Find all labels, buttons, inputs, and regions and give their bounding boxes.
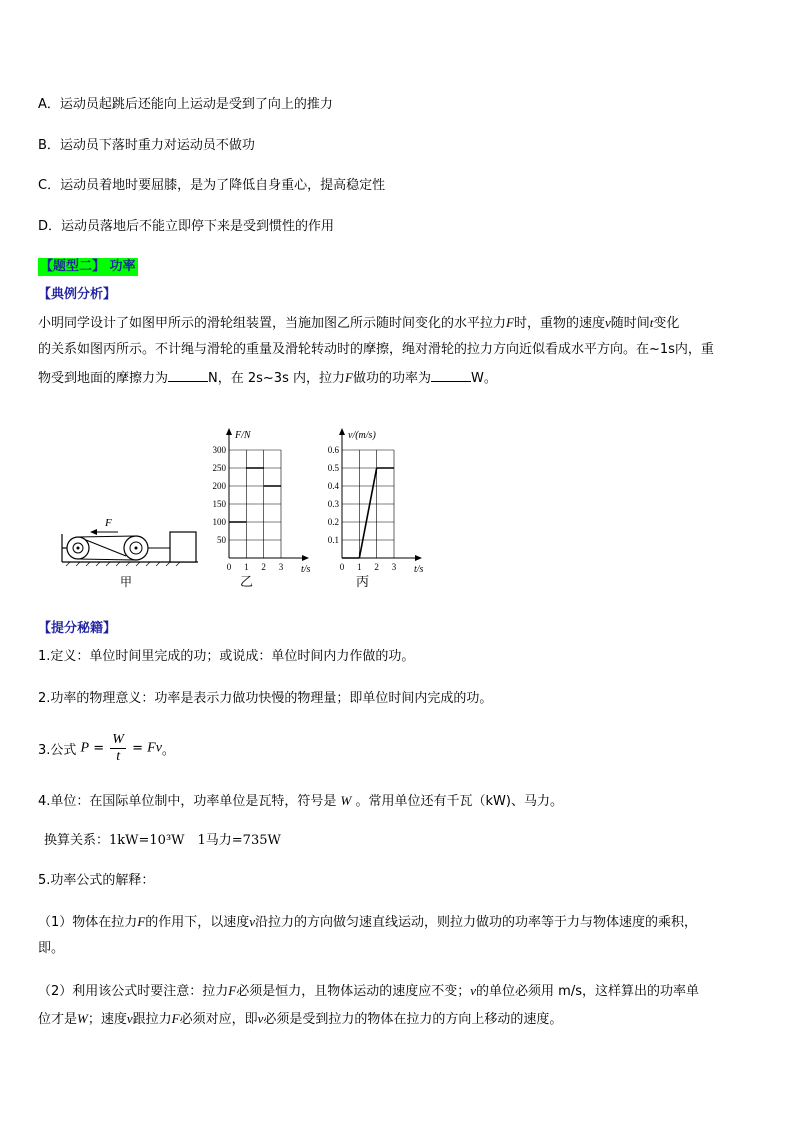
chart-velocity-time xyxy=(318,420,443,595)
example-line-2: 的关系如图丙所示。不计绳与滑轮的重量及滑轮转动时的摩擦，绳对滑轮的拉力方向近似看成水平方向。在~1s内，重 xyxy=(38,342,714,357)
velocity-chart-x-axis-label: t/s xyxy=(414,564,424,575)
power-formula: 3.公式 P = $\frac{W}{t}$ = Fv。 xyxy=(38,732,175,764)
velocity-chart-y-tick-label: 0.1 xyxy=(327,535,339,545)
force-chart-y-tick-label: 150 xyxy=(212,499,226,509)
force-chart-x-tick-label: 2 xyxy=(261,562,266,572)
force-chart-y-tick-label: 300 xyxy=(212,445,226,455)
velocity-chart-x-tick-label: 1 xyxy=(357,562,362,572)
velocity-chart-x-tick-label: 0 xyxy=(339,562,345,572)
force-chart-x-arrow xyxy=(302,555,309,561)
velocity-chart-y-arrow xyxy=(339,428,345,435)
pulley-figure xyxy=(58,510,208,590)
example-line-3: 物受到地面的摩擦力为 N，在 2s~3s 内，拉力F做功的功率为 W。 xyxy=(38,370,497,386)
force-chart-y-arrow xyxy=(226,428,232,435)
force-chart-y-axis-label: F/N xyxy=(235,430,251,441)
option-a: A．运动员起跳后还能向上运动是受到了向上的推力 xyxy=(38,97,333,112)
velocity-chart-y-tick-label: 0.3 xyxy=(327,499,339,509)
force-chart-y-tick-label: 250 xyxy=(212,463,226,473)
option-b: B．运动员下落时重力对运动员不做功 xyxy=(38,138,255,153)
movable-pulley xyxy=(124,536,148,560)
tips-p6: 5.功率公式的解释： xyxy=(38,873,155,888)
velocity-chart-x-tick-label: 2 xyxy=(374,562,379,572)
velocity-chart-x-arrow xyxy=(415,555,422,561)
power-fraction: $\frac{W}{t}$ xyxy=(112,732,124,764)
tips-heading: 【提分秘籍】 xyxy=(38,621,117,636)
force-chart-x-tick-label: 1 xyxy=(244,562,249,572)
velocity-chart-y-tick-label: 0.5 xyxy=(327,463,339,473)
force-chart-x-axis-label: t/s xyxy=(301,564,311,575)
figure-label-bing: 丙 xyxy=(356,575,370,590)
tips-p4: 4.单位：在国际单位制中，功率单位是瓦特，符号是 W 。常用单位还有千瓦（kW)、马力。 xyxy=(38,793,563,809)
force-chart-y-tick-label: 100 xyxy=(212,517,226,527)
force-chart-x-tick-label: 3 xyxy=(278,562,284,572)
force-chart-y-tick-label: 50 xyxy=(217,535,226,545)
tips-p7-line2: 即。 xyxy=(38,941,65,956)
tips-p7-line1: （1）物体在拉力F的作用下，以速度v沿拉力的方向做匀速直线运动，则拉力做功的功率等于力与物体速度的乘积， xyxy=(38,914,698,930)
example-heading: 【典例分析】 xyxy=(38,287,117,302)
velocity-chart-y-tick-label: 0.2 xyxy=(327,517,339,527)
chart-force-time xyxy=(205,420,330,595)
figure-label-yi: 乙 xyxy=(240,575,254,590)
velocity-chart-y-axis-label: v/(m/s) xyxy=(348,430,376,441)
figure-label-jia: 甲 xyxy=(120,575,133,589)
example-line-1: 小明同学设计了如图甲所示的滑轮组装置，当施加图乙所示随时间变化的水平拉力F时，重物的速度v随时间t变化 xyxy=(38,315,680,331)
velocity-chart-data-segment-2 xyxy=(359,468,376,558)
option-d: D．运动员落地后不能立即停下来是受到惯性的作用 xyxy=(38,219,335,234)
velocity-chart-x-tick-label: 3 xyxy=(391,562,397,572)
velocity-chart-y-tick-label: 0.4 xyxy=(327,481,339,491)
tips-p8-line1: （2）利用该公式时要注意：拉力F必须是恒力，且物体运动的速度应不变；v的单位必须用 m/s，这样算出的功率单 xyxy=(38,983,699,999)
velocity-chart-y-tick-label: 0.6 xyxy=(327,445,339,455)
weight-box xyxy=(170,532,196,562)
force-chart-y-tick-label: 200 xyxy=(212,481,226,491)
tips-p2: 2.功率的物理意义：功率是表示力做功快慢的物理量；即单位时间内完成的功。 xyxy=(38,691,493,706)
force-chart-x-tick-label: 0 xyxy=(226,562,232,572)
tips-p5: 换算关系：1kW=10³W 1马力=735W xyxy=(44,833,281,848)
tips-p1: 1.定义：单位时间里完成的功；或说成：单位时间内力作做的功。 xyxy=(38,649,415,664)
force-label: F xyxy=(105,517,112,529)
tips-p8-line2: 位才是W；速度v跟拉力F必须对应，即v必须是受到拉力的物体在拉力的方向上移动的速度。 xyxy=(38,1011,563,1027)
fixed-pulley xyxy=(62,537,89,559)
answer-blank-1 xyxy=(168,368,208,382)
answer-blank-2 xyxy=(431,368,471,382)
section-title: 【题型二】 功率 xyxy=(40,259,136,274)
option-c: C．运动员着地时要屈膝，是为了降低自身重心，提高稳定性 xyxy=(38,178,386,193)
